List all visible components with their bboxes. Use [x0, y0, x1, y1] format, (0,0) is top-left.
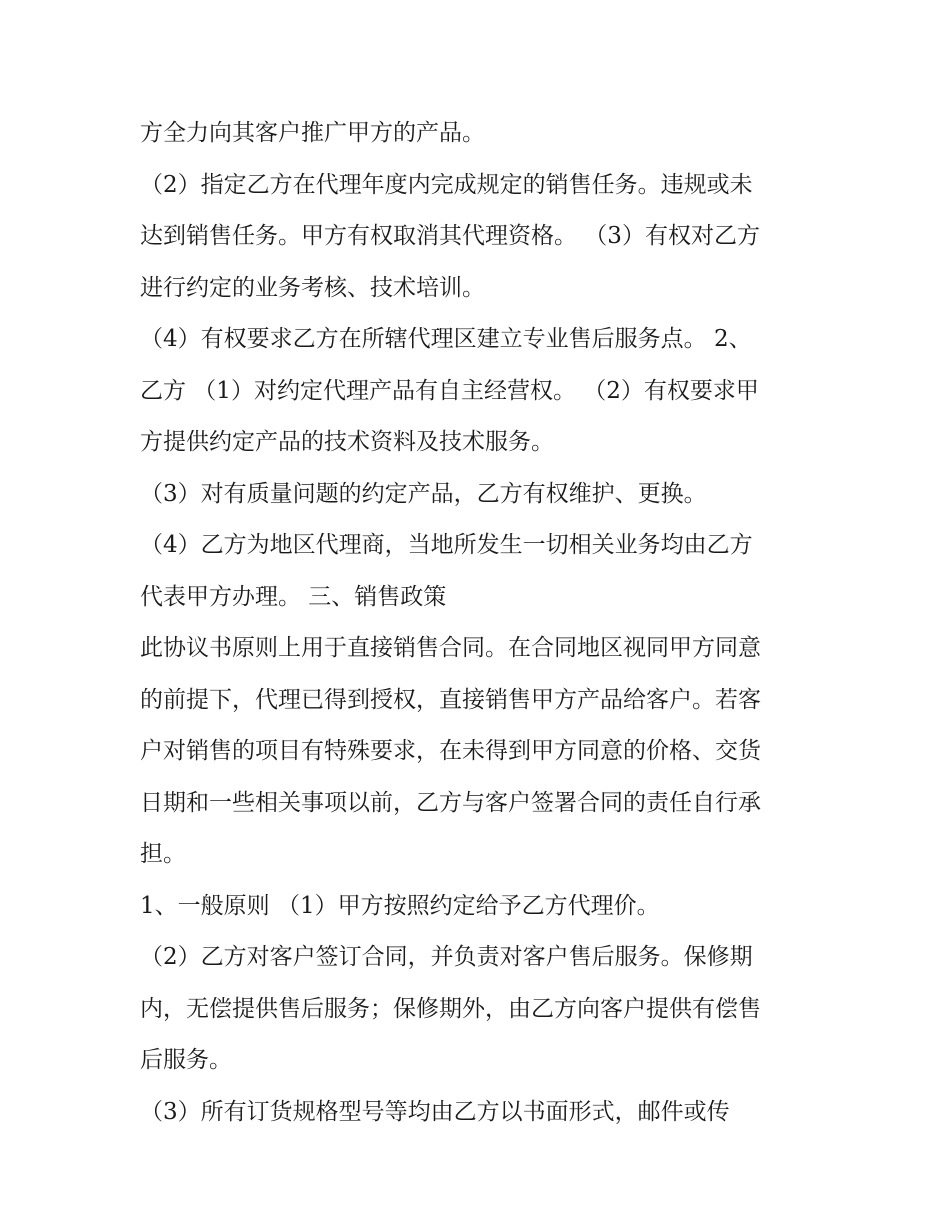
text-line: 日期和一些相关事项以前，乙方与客户签署合同的责任自行承 — [140, 789, 761, 816]
text-line: （2）乙方对客户签订合同，并负责对客户售后服务。保修期 — [140, 944, 753, 970]
document-body — [140, 108, 820, 1138]
text-line: 担。 — [140, 841, 186, 867]
text-line: 乙方 （1）对约定代理产品有自主经营权。 （2）有权要求甲 — [140, 377, 759, 404]
text-line: 户对销售的项目有特殊要求，在未得到甲方同意的价格、交货 — [140, 738, 761, 764]
text-line: （4）有权要求乙方在所辖代理区建立专业售后服务点。 2、 — [140, 326, 752, 352]
text-line: （3）所有订货规格型号等均由乙方以书面形式，邮件或传 — [140, 1098, 730, 1125]
text-line: （3）对有质量问题的约定产品，乙方有权维护、更换。 — [140, 480, 707, 507]
text-line: 后服务。 — [140, 1047, 232, 1073]
text-line: 此协议书原则上用于直接销售合同。在合同地区视同甲方同意 — [140, 635, 761, 661]
text-line: 1、一般原则 （1）甲方按照约定给予乙方代理价。 — [140, 892, 660, 919]
text-line: 进行约定的业务考核、技术培训。 — [140, 274, 485, 301]
text-line: 方提供约定产品的技术资料及技术服务。 — [140, 429, 554, 455]
text-line: 方全力向其客户推广甲方的产品。 — [140, 120, 485, 146]
text-line: （4）乙方为地区代理商，当地所发生一切相关业务均由乙方 — [140, 532, 753, 558]
text-line: 的前提下，代理已得到授权，直接销售甲方产品给客户。若客 — [140, 686, 761, 713]
text-line: 内，无偿提供售后服务；保修期外，由乙方向客户提供有偿售 — [140, 995, 761, 1022]
text-line: 达到销售任务。甲方有权取消其代理资格。 （3）有权对乙方 — [140, 223, 760, 249]
text-line: （2）指定乙方在代理年度内完成规定的销售任务。违规或未 — [140, 171, 753, 198]
text-line: 代表甲方办理。 三、销售政策 — [140, 583, 447, 610]
